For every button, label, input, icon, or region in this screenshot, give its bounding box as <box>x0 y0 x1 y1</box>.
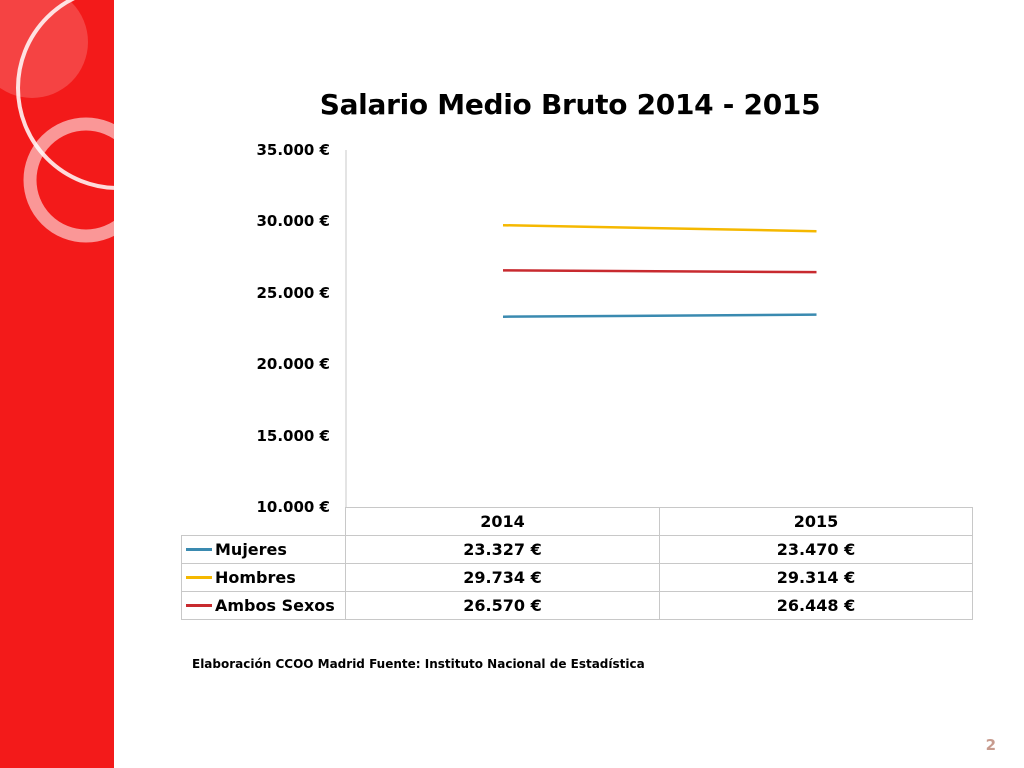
series-line-hombres <box>503 225 817 231</box>
legend-entry-mujeres <box>182 536 346 564</box>
series-layer <box>503 225 817 316</box>
series-line-mujeres <box>503 315 817 317</box>
legend-key-ambos-sexos <box>186 604 212 607</box>
category-label-2015: 2015 <box>660 508 973 536</box>
y-tick-label: 10.000 € <box>256 498 330 516</box>
data-label-hombres-2015: 29.314 € <box>660 564 973 592</box>
data-label-hombres-2014: 29.734 € <box>346 564 660 592</box>
data-label-ambos-sexos-2014: 26.570 € <box>346 592 660 620</box>
page-number: 2 <box>985 736 996 754</box>
table-row-hombres <box>182 564 973 592</box>
legend-entry-hombres <box>182 564 346 592</box>
series-name-mujeres: Mujeres <box>215 540 287 559</box>
y-tick-label: 20.000 € <box>256 355 330 374</box>
y-tick-label: 15.000 € <box>256 426 330 445</box>
category-label-2014: 2014 <box>346 508 660 536</box>
source-note: Elaboración CCOO Madrid Fuente: Instituto Nacional de Estadística <box>192 657 645 671</box>
chart-title: Salario Medio Bruto 2014 - 2015 <box>319 88 821 121</box>
table-header-row <box>182 508 973 536</box>
legend-entry-ambos-sexos <box>182 592 346 620</box>
series-line-ambos-sexos <box>503 270 817 272</box>
legend-key-hombres <box>186 576 212 579</box>
y-tick-label: 25.000 € <box>256 283 330 302</box>
chart-data-table <box>181 507 973 620</box>
data-label-mujeres-2015: 23.470 € <box>660 536 973 564</box>
series-name-ambos-sexos: Ambos Sexos <box>215 596 335 615</box>
y-tick-label: 30.000 € <box>256 212 330 231</box>
y-tick-label: 35.000 € <box>256 141 330 159</box>
table-row-ambos-sexos <box>182 592 973 620</box>
table-corner-cell <box>182 508 346 536</box>
legend-key-mujeres <box>186 548 212 551</box>
data-label-ambos-sexos-2015: 26.448 € <box>660 592 973 620</box>
table-row-mujeres <box>182 536 973 564</box>
series-name-hombres: Hombres <box>215 568 296 587</box>
data-label-mujeres-2014: 23.327 € <box>346 536 660 564</box>
